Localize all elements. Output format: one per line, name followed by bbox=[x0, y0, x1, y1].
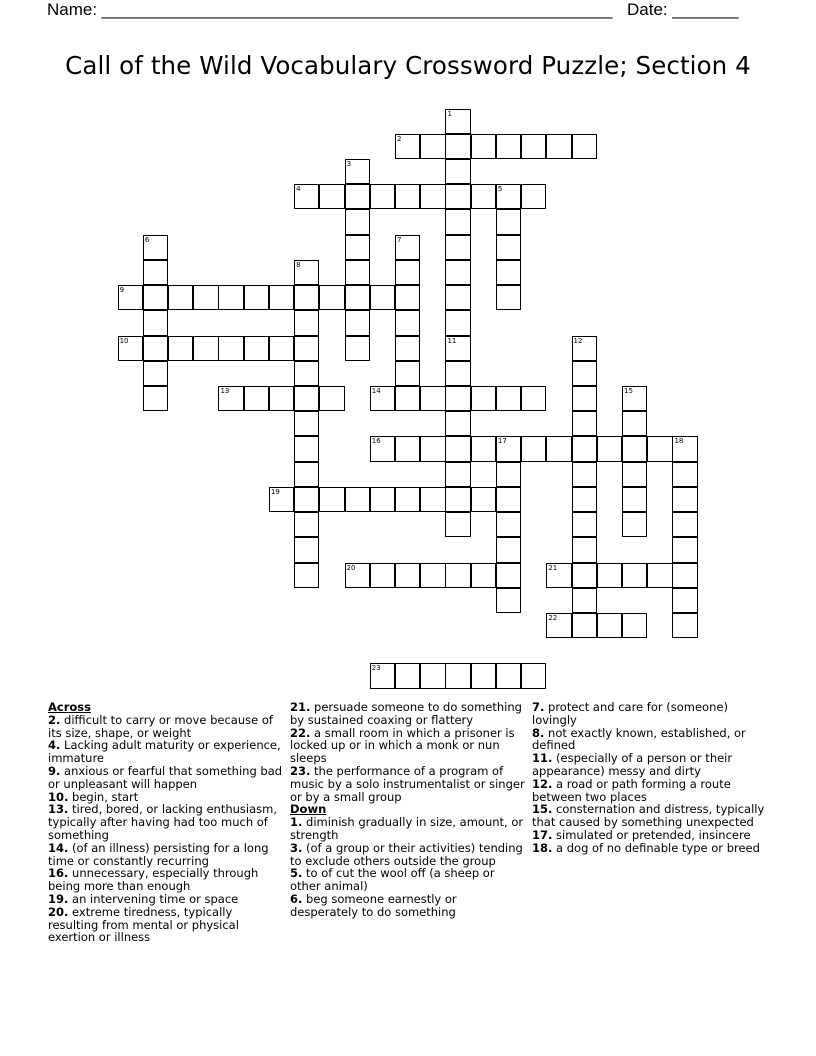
clue-number-label: 12 bbox=[573, 336, 583, 345]
grid-cell[interactable] bbox=[294, 462, 319, 487]
page-title: Call of the Wild Vocabulary Crossword Puzzle; Section 4 bbox=[65, 51, 751, 80]
clue-text: unnecessary, especially through being more than enough bbox=[48, 866, 259, 894]
grid-cell[interactable] bbox=[345, 209, 370, 234]
grid-cell[interactable] bbox=[647, 436, 672, 461]
grid-cell[interactable] bbox=[193, 336, 218, 361]
grid-cell[interactable] bbox=[244, 386, 269, 411]
clue-across-item bbox=[48, 765, 284, 791]
clue-number: 22. bbox=[290, 725, 311, 740]
grid-cell[interactable] bbox=[572, 537, 597, 562]
clue-number: 2. bbox=[48, 712, 61, 727]
grid-cell[interactable] bbox=[521, 386, 546, 411]
clue-text: Lacking adult maturity or experience, immature bbox=[48, 738, 281, 766]
grid-cell[interactable] bbox=[496, 134, 521, 159]
grid-cell[interactable] bbox=[471, 487, 496, 512]
grid-cell[interactable] bbox=[496, 209, 521, 234]
grid-cell[interactable] bbox=[395, 386, 420, 411]
clue-number-label: 3 bbox=[346, 160, 352, 169]
clue-number: 6. bbox=[290, 891, 303, 906]
clue-number: 16. bbox=[48, 866, 69, 881]
grid-cell[interactable] bbox=[420, 563, 445, 588]
grid-cell[interactable] bbox=[496, 285, 521, 310]
grid-cell[interactable] bbox=[118, 285, 143, 310]
grid-cell[interactable] bbox=[319, 184, 344, 209]
clue-text: begin, start bbox=[68, 789, 139, 804]
clue-text: a small room in which a prisoner is locked up or in which a monk or nun sleeps bbox=[290, 725, 515, 766]
grid-cell[interactable] bbox=[546, 563, 571, 588]
grid-cell[interactable] bbox=[622, 487, 647, 512]
clue-across-item bbox=[48, 803, 284, 841]
grid-cell[interactable] bbox=[572, 512, 597, 537]
grid-cell[interactable] bbox=[294, 260, 319, 285]
grid-cell[interactable] bbox=[471, 386, 496, 411]
clue-number-label: 5 bbox=[497, 185, 503, 194]
grid-cell[interactable] bbox=[572, 361, 597, 386]
grid-cell[interactable] bbox=[370, 487, 395, 512]
clue-across-item bbox=[48, 739, 284, 765]
clue-list-down-b bbox=[532, 701, 768, 855]
grid-cell[interactable] bbox=[496, 184, 521, 209]
grid-cell[interactable] bbox=[143, 310, 168, 335]
clue-text: persuade someone to do something by sustained coaxing or flattery bbox=[290, 700, 522, 727]
grid-cell[interactable] bbox=[572, 563, 597, 588]
grid-cell[interactable] bbox=[294, 436, 319, 461]
clue-across-item bbox=[48, 867, 284, 893]
clue-number: 17. bbox=[532, 827, 553, 842]
clue-number-label: 19 bbox=[270, 487, 280, 496]
grid-cell[interactable] bbox=[294, 411, 319, 436]
grid-cell[interactable] bbox=[168, 336, 193, 361]
grid-cell[interactable] bbox=[445, 361, 470, 386]
down-heading: Down bbox=[290, 802, 327, 817]
grid-cell[interactable] bbox=[445, 285, 470, 310]
grid-cell[interactable] bbox=[622, 613, 647, 638]
grid-cell[interactable] bbox=[622, 462, 647, 487]
grid-cell[interactable] bbox=[420, 134, 445, 159]
clue-text: (of an illness) persisting for a long time or constantly recurring bbox=[48, 840, 269, 868]
grid-cell[interactable] bbox=[672, 487, 697, 512]
clue-text: (especially of a person or their appearance) messy and dirty bbox=[532, 751, 733, 778]
grid-cell[interactable] bbox=[370, 436, 395, 461]
clue-number: 19. bbox=[48, 891, 69, 906]
grid-cell[interactable] bbox=[319, 487, 344, 512]
clue-across-item bbox=[290, 701, 526, 727]
grid-cell[interactable] bbox=[143, 336, 168, 361]
clues-column-1 bbox=[48, 701, 284, 944]
clue-across-item bbox=[48, 714, 284, 740]
clue-number-label: 13 bbox=[220, 387, 230, 396]
grid-cell[interactable] bbox=[672, 613, 697, 638]
grid-cell[interactable] bbox=[572, 462, 597, 487]
clue-number: 10. bbox=[48, 789, 69, 804]
grid-cell[interactable] bbox=[345, 487, 370, 512]
grid-cell[interactable] bbox=[597, 613, 622, 638]
clue-down-item bbox=[290, 867, 526, 893]
grid-cell[interactable] bbox=[345, 310, 370, 335]
grid-cell[interactable] bbox=[395, 361, 420, 386]
grid-cell[interactable] bbox=[420, 487, 445, 512]
grid-cell[interactable] bbox=[345, 184, 370, 209]
grid-cell[interactable] bbox=[445, 663, 470, 688]
grid-cell[interactable] bbox=[496, 588, 521, 613]
grid-cell[interactable] bbox=[395, 285, 420, 310]
grid-cell[interactable] bbox=[345, 260, 370, 285]
clue-text: the performance of a program of music by a solo instrumentalist or singer or by a small group bbox=[290, 763, 525, 804]
grid-cell[interactable] bbox=[622, 386, 647, 411]
grid-cell[interactable] bbox=[445, 260, 470, 285]
clue-number: 23. bbox=[290, 763, 311, 778]
clue-text: difficult to carry or move because of its size, shape, or weight bbox=[48, 712, 273, 740]
clue-number-label: 8 bbox=[296, 260, 301, 269]
grid-cell[interactable] bbox=[395, 487, 420, 512]
grid-cell[interactable] bbox=[445, 563, 470, 588]
grid-cell[interactable] bbox=[345, 159, 370, 184]
clue-number-label: 11 bbox=[447, 336, 457, 345]
clue-text: consternation and distress, typically that caused by something unexpected bbox=[532, 802, 765, 830]
grid-cell[interactable] bbox=[445, 386, 470, 411]
grid-cell[interactable] bbox=[370, 563, 395, 588]
clue-number: 3. bbox=[290, 840, 303, 855]
grid-cell[interactable] bbox=[218, 386, 243, 411]
grid-cell[interactable] bbox=[395, 260, 420, 285]
clues-column-3 bbox=[532, 701, 768, 855]
clue-number-label: 14 bbox=[371, 387, 381, 396]
grid-cell[interactable] bbox=[546, 436, 571, 461]
grid-cell[interactable] bbox=[345, 285, 370, 310]
grid-cell[interactable] bbox=[597, 436, 622, 461]
grid-cell[interactable] bbox=[445, 462, 470, 487]
grid-cell[interactable] bbox=[445, 134, 470, 159]
grid-cell[interactable] bbox=[672, 563, 697, 588]
clue-down-item bbox=[532, 752, 768, 778]
clue-number: 7. bbox=[532, 700, 545, 714]
grid-cell[interactable] bbox=[370, 663, 395, 688]
grid-cell[interactable] bbox=[622, 512, 647, 537]
clue-number-label: 10 bbox=[119, 336, 129, 345]
grid-cell[interactable] bbox=[672, 512, 697, 537]
grid-cell[interactable] bbox=[269, 336, 294, 361]
grid-cell[interactable] bbox=[496, 462, 521, 487]
grid-cell[interactable] bbox=[445, 235, 470, 260]
clue-list-down-a bbox=[290, 816, 526, 918]
clue-number: 15. bbox=[532, 802, 553, 817]
clue-down-item bbox=[290, 893, 526, 919]
grid-cell[interactable] bbox=[471, 436, 496, 461]
clue-text: diminish gradually in size, amount, or strength bbox=[290, 815, 524, 842]
clue-number: 8. bbox=[532, 725, 545, 740]
grid-cell[interactable] bbox=[445, 512, 470, 537]
clues-column-2 bbox=[290, 701, 526, 919]
grid-cell[interactable] bbox=[496, 235, 521, 260]
grid-cell[interactable] bbox=[244, 336, 269, 361]
grid-cell[interactable] bbox=[395, 436, 420, 461]
clue-text: not exactly known, established, or defined bbox=[532, 725, 746, 753]
grid-cell[interactable] bbox=[622, 411, 647, 436]
grid-cell[interactable] bbox=[622, 436, 647, 461]
clue-number: 1. bbox=[290, 815, 303, 830]
clue-number: 20. bbox=[48, 904, 69, 919]
grid-cell[interactable] bbox=[395, 563, 420, 588]
clue-list-across-b bbox=[290, 701, 526, 803]
clue-text: anxious or fearful that something bad or unpleasant will happen bbox=[48, 763, 283, 791]
grid-cell[interactable] bbox=[143, 260, 168, 285]
clue-number-label: 22 bbox=[548, 614, 558, 622]
grid-cell[interactable] bbox=[420, 663, 445, 688]
grid-cell[interactable] bbox=[546, 613, 571, 638]
grid-cell[interactable] bbox=[496, 436, 521, 461]
clue-down-item bbox=[532, 778, 768, 804]
clue-text: an intervening time or space bbox=[68, 891, 239, 906]
clue-number: 11. bbox=[532, 751, 553, 766]
clue-text: extreme tiredness, typically resulting from mental or physical exertion or illness bbox=[48, 904, 239, 945]
grid-cell[interactable] bbox=[269, 386, 294, 411]
grid-cell[interactable] bbox=[471, 184, 496, 209]
clue-text: (of a group or their activities) tending to exclude others outside the group bbox=[290, 840, 523, 868]
grid-cell[interactable] bbox=[597, 563, 622, 588]
clue-text: simulated or pretended, insincere bbox=[552, 827, 751, 842]
grid-cell[interactable] bbox=[420, 386, 445, 411]
grid-cell[interactable] bbox=[572, 411, 597, 436]
name-field[interactable]: Name: ______________________________________________________ bbox=[47, 0, 613, 19]
clue-number: 5. bbox=[290, 866, 303, 881]
grid-cell[interactable] bbox=[521, 436, 546, 461]
clue-number-label: 17 bbox=[497, 437, 507, 446]
grid-cell[interactable] bbox=[572, 588, 597, 613]
clue-number-label: 2 bbox=[397, 134, 402, 143]
grid-cell[interactable] bbox=[370, 285, 395, 310]
clue-number: 4. bbox=[48, 738, 61, 753]
grid-cell[interactable] bbox=[647, 563, 672, 588]
grid-cell[interactable] bbox=[572, 336, 597, 361]
grid-cell[interactable] bbox=[395, 184, 420, 209]
grid-cell[interactable] bbox=[496, 386, 521, 411]
clue-number: 14. bbox=[48, 840, 69, 855]
grid-cell[interactable] bbox=[294, 361, 319, 386]
date-field[interactable]: Date: _______ bbox=[627, 0, 739, 19]
grid-cell[interactable] bbox=[395, 134, 420, 159]
grid-cell[interactable] bbox=[218, 285, 243, 310]
grid-cell[interactable] bbox=[294, 386, 319, 411]
grid-cell[interactable] bbox=[445, 310, 470, 335]
grid-cell[interactable] bbox=[395, 310, 420, 335]
clue-across-item bbox=[290, 727, 526, 765]
grid-cell[interactable] bbox=[143, 285, 168, 310]
clue-number-label: 18 bbox=[674, 437, 684, 446]
grid-cell[interactable] bbox=[445, 184, 470, 209]
clue-across-item bbox=[290, 765, 526, 803]
grid-cell[interactable] bbox=[496, 260, 521, 285]
grid-cell[interactable] bbox=[572, 386, 597, 411]
clue-number-label: 23 bbox=[371, 664, 381, 673]
grid-cell[interactable] bbox=[445, 336, 470, 361]
clue-text: to of cut the wool off (a sheep or other animal) bbox=[290, 866, 495, 894]
grid-cell[interactable] bbox=[193, 285, 218, 310]
grid-cell[interactable] bbox=[471, 663, 496, 688]
grid-cell[interactable] bbox=[445, 159, 470, 184]
grid-cell[interactable] bbox=[521, 184, 546, 209]
clue-text: a road or path forming a route between two places bbox=[532, 776, 731, 804]
grid-cell[interactable] bbox=[445, 487, 470, 512]
clue-down-item bbox=[290, 842, 526, 868]
clue-across-item bbox=[48, 842, 284, 868]
grid-cell[interactable] bbox=[294, 285, 319, 310]
clue-number-label: 15 bbox=[624, 387, 633, 396]
grid-cell[interactable] bbox=[269, 487, 294, 512]
grid-cell[interactable] bbox=[345, 563, 370, 588]
grid-cell[interactable] bbox=[672, 537, 697, 562]
grid-cell[interactable] bbox=[445, 109, 470, 134]
clue-text: protect and care for (someone) lovingly bbox=[532, 700, 728, 727]
grid-cell[interactable] bbox=[294, 336, 319, 361]
grid-cell[interactable] bbox=[319, 285, 344, 310]
grid-cell[interactable] bbox=[395, 235, 420, 260]
grid-cell[interactable] bbox=[496, 537, 521, 562]
clue-number: 21. bbox=[290, 700, 311, 714]
clue-text: beg someone earnestly or desperately to do something bbox=[290, 891, 457, 919]
clue-text: tired, bored, or lacking enthusiasm, typically after having had too much of something bbox=[48, 802, 278, 842]
grid-cell[interactable] bbox=[319, 386, 344, 411]
clue-number: 9. bbox=[48, 763, 61, 778]
clue-number: 12. bbox=[532, 776, 553, 791]
grid-cell[interactable] bbox=[143, 386, 168, 411]
grid-cell[interactable] bbox=[471, 134, 496, 159]
grid-cell[interactable] bbox=[672, 588, 697, 613]
clue-down-item bbox=[532, 727, 768, 753]
clue-list-across-a bbox=[48, 714, 284, 944]
grid-cell[interactable] bbox=[572, 487, 597, 512]
clue-number-label: 21 bbox=[548, 563, 558, 572]
grid-cell[interactable] bbox=[294, 537, 319, 562]
clue-number: 13. bbox=[48, 802, 69, 817]
clue-across-item bbox=[48, 906, 284, 944]
grid-cell[interactable] bbox=[496, 663, 521, 688]
grid-cell[interactable] bbox=[420, 436, 445, 461]
grid-cell[interactable] bbox=[218, 336, 243, 361]
clue-number-label: 1 bbox=[447, 109, 452, 118]
grid-cell[interactable] bbox=[143, 361, 168, 386]
grid-cell[interactable] bbox=[294, 487, 319, 512]
clue-down-item bbox=[532, 803, 768, 829]
grid-cell[interactable] bbox=[269, 285, 294, 310]
grid-cell[interactable] bbox=[143, 235, 168, 260]
grid-cell[interactable] bbox=[294, 563, 319, 588]
grid-cell[interactable] bbox=[572, 613, 597, 638]
clue-number-label: 16 bbox=[371, 437, 381, 446]
clue-number-label: 6 bbox=[144, 235, 150, 244]
grid-cell[interactable] bbox=[572, 134, 597, 159]
clue-text: a dog of no definable type or breed bbox=[552, 840, 760, 855]
grid-cell[interactable] bbox=[471, 563, 496, 588]
grid-cell[interactable] bbox=[622, 563, 647, 588]
grid-cell[interactable] bbox=[496, 512, 521, 537]
grid-cell[interactable] bbox=[294, 512, 319, 537]
grid-cell[interactable] bbox=[672, 436, 697, 461]
grid-cell[interactable] bbox=[521, 134, 546, 159]
grid-cell[interactable] bbox=[294, 184, 319, 209]
grid-cell[interactable] bbox=[395, 663, 420, 688]
grid-cell[interactable] bbox=[572, 436, 597, 461]
grid-cell[interactable] bbox=[244, 285, 269, 310]
grid-cell[interactable] bbox=[496, 563, 521, 588]
clue-number-label: 20 bbox=[346, 563, 356, 572]
grid-cell[interactable] bbox=[672, 462, 697, 487]
grid-cell[interactable] bbox=[345, 336, 370, 361]
grid-cell[interactable] bbox=[496, 487, 521, 512]
grid-cell[interactable] bbox=[546, 134, 571, 159]
clue-number: 18. bbox=[532, 840, 553, 855]
clue-number-label: 9 bbox=[119, 286, 125, 295]
across-heading: Across bbox=[48, 700, 91, 714]
grid-cell[interactable] bbox=[118, 336, 143, 361]
clue-down-item bbox=[532, 842, 768, 855]
grid-cell[interactable] bbox=[370, 386, 395, 411]
grid-cell[interactable] bbox=[521, 663, 546, 688]
grid-cell[interactable] bbox=[445, 411, 470, 436]
clue-number-label: 4 bbox=[296, 185, 301, 194]
grid-cell[interactable] bbox=[395, 336, 420, 361]
grid-cell[interactable] bbox=[168, 285, 193, 310]
grid-cell[interactable] bbox=[294, 310, 319, 335]
clue-down-item bbox=[532, 701, 768, 727]
grid-cell[interactable] bbox=[445, 436, 470, 461]
grid-cell[interactable] bbox=[345, 235, 370, 260]
grid-cell[interactable] bbox=[420, 184, 445, 209]
clue-down-item bbox=[290, 816, 526, 842]
grid-cell[interactable] bbox=[370, 184, 395, 209]
grid-cell[interactable] bbox=[445, 209, 470, 234]
clue-number-label: 7 bbox=[397, 235, 402, 244]
